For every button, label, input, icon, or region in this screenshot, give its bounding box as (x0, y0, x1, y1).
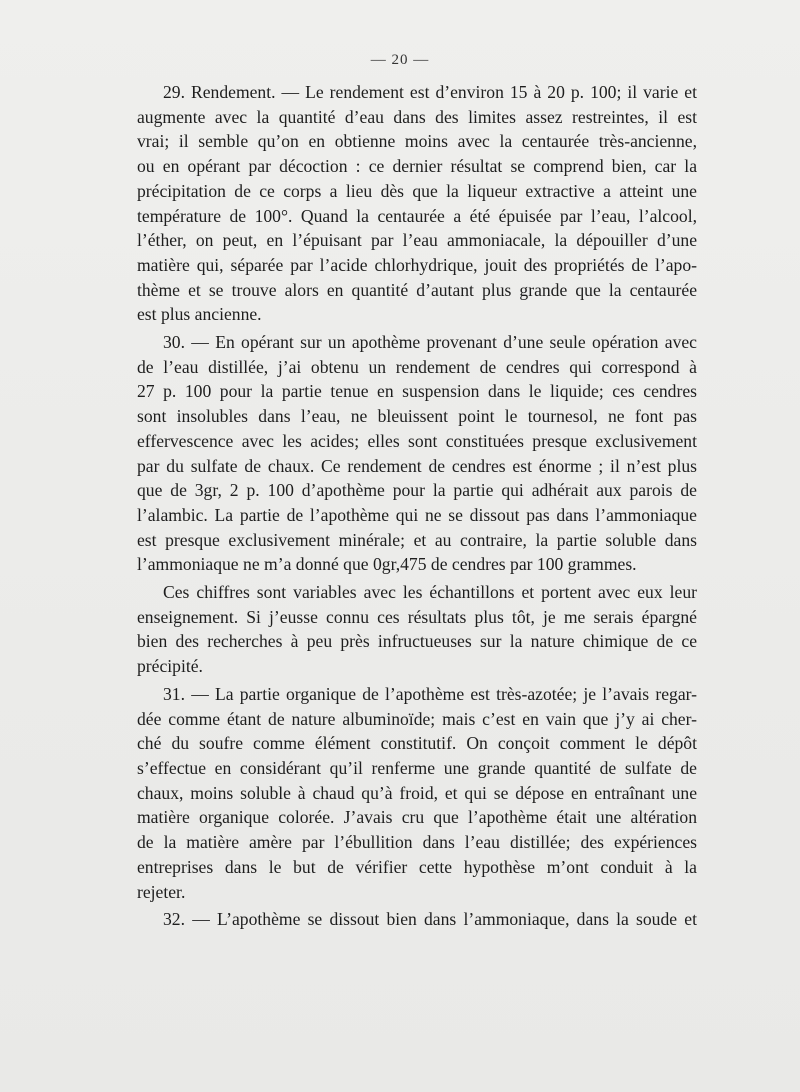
text-line: température de 100°. Quand la centaurée a été épuisée par l’eau, l’alcool, (137, 205, 697, 226)
text-line: thème et se trouve alors en quantité d’autant plus grande que la centaurée (137, 279, 697, 300)
text-line: de la matière amère par l’ébullition dans l’eau distillée; des expériences (137, 832, 697, 853)
paragraph-30-continued (137, 580, 697, 679)
text-line: rejeter. (137, 881, 186, 902)
paragraph-29 (137, 80, 697, 327)
text-line: matière qui, séparée par l’acide chlorhydrique, jouit des propriétés de l’apo- (137, 254, 697, 275)
text-line: 30. — En opérant sur un apothème provenant d’une seule opération avec (163, 332, 697, 353)
text-line: l’éther, on peut, en l’épuisant par l’eau ammoniacale, la dépouiller d’une (137, 230, 697, 251)
text-line: entreprises dans le but de vérifier cette hypothèse m’ont conduit à la (137, 856, 697, 877)
text-line: est plus ancienne. (137, 304, 262, 325)
text-line: 31. — La partie organique de l’apothème est très-azotée; je l’avais regar- (163, 683, 697, 704)
paragraph-30 (137, 330, 697, 577)
text-line: l’alambic. La partie de l’apothème qui ne se dissout pas dans l’ammoniaque (137, 504, 697, 525)
text-line: s’effectue en considérant qu’il renferme une grande quantité de sulfate de (137, 757, 697, 778)
paragraph-32 (137, 907, 697, 932)
text-line: par du sulfate de chaux. Ce rendement de cendres est énorme ; il n’est plus (137, 455, 697, 476)
text-line: enseignement. Si j’eusse connu ces résultats plus tôt, je me serais épargné (137, 606, 697, 627)
text-line: vrai; il semble qu’on en obtienne moins avec la centaurée très-ancienne, (137, 131, 697, 152)
page-number: — 20 — (370, 52, 430, 68)
text-line: Ces chiffres sont variables avec les échantillons et portent avec eux leur (163, 582, 697, 603)
text-line: ché du soufre comme élément constitutif. On conçoit comment le dépôt (137, 733, 697, 754)
text-line: 27 p. 100 pour la partie tenue en suspension dans le liquide; ces cendres (137, 381, 697, 402)
body-text (137, 80, 697, 935)
text-line: sont insolubles dans l’eau, ne bleuissent point le tournesol, ne font pas (137, 406, 697, 427)
text-line: matière organique colorée. J’avais cru que l’apothème était une altération (137, 807, 697, 828)
text-line: précipité. (137, 656, 203, 677)
text-line: est presque exclusivement minérale; et au contraire, la partie soluble dans (137, 529, 697, 550)
text-line: précipitation de ce corps a lieu dès que la liqueur extractive a atteint une (137, 180, 697, 201)
text-line: dée comme étant de nature albuminoïde; mais c’est en vain que j’y ai cher- (137, 708, 697, 729)
text-line: effervescence avec les acides; elles sont constituées presque exclusivement (137, 430, 697, 451)
text-line: bien des recherches à peu près infructueuses sur la nature chimique de ce (137, 631, 697, 652)
paragraph-31 (137, 682, 697, 904)
text-line: de l’eau distillée, j’ai obtenu un rendement de cendres qui correspond à (137, 356, 697, 377)
text-line: 32. — L’apothème se dissout bien dans l’ammoniaque, dans la soude et (163, 909, 697, 930)
text-line: l’ammoniaque ne m’a donné que 0gr,475 de cendres par 100 grammes. (137, 554, 637, 575)
text-line: ou en opérant par décoction : ce dernier résultat se comprend bien, car la (137, 156, 697, 177)
text-line: augmente avec la quantité d’eau dans des limites assez restreintes, il est (137, 106, 697, 127)
text-line: chaux, moins soluble à chaud qu’à froid, et qui se dépose en entraînant une (137, 782, 697, 803)
text-line: que de 3gr, 2 p. 100 d’apothème pour la partie qui adhérait aux parois de (137, 480, 697, 501)
text-line: 29. Rendement. — Le rendement est d’environ 15 à 20 p. 100; il varie et (163, 82, 697, 102)
